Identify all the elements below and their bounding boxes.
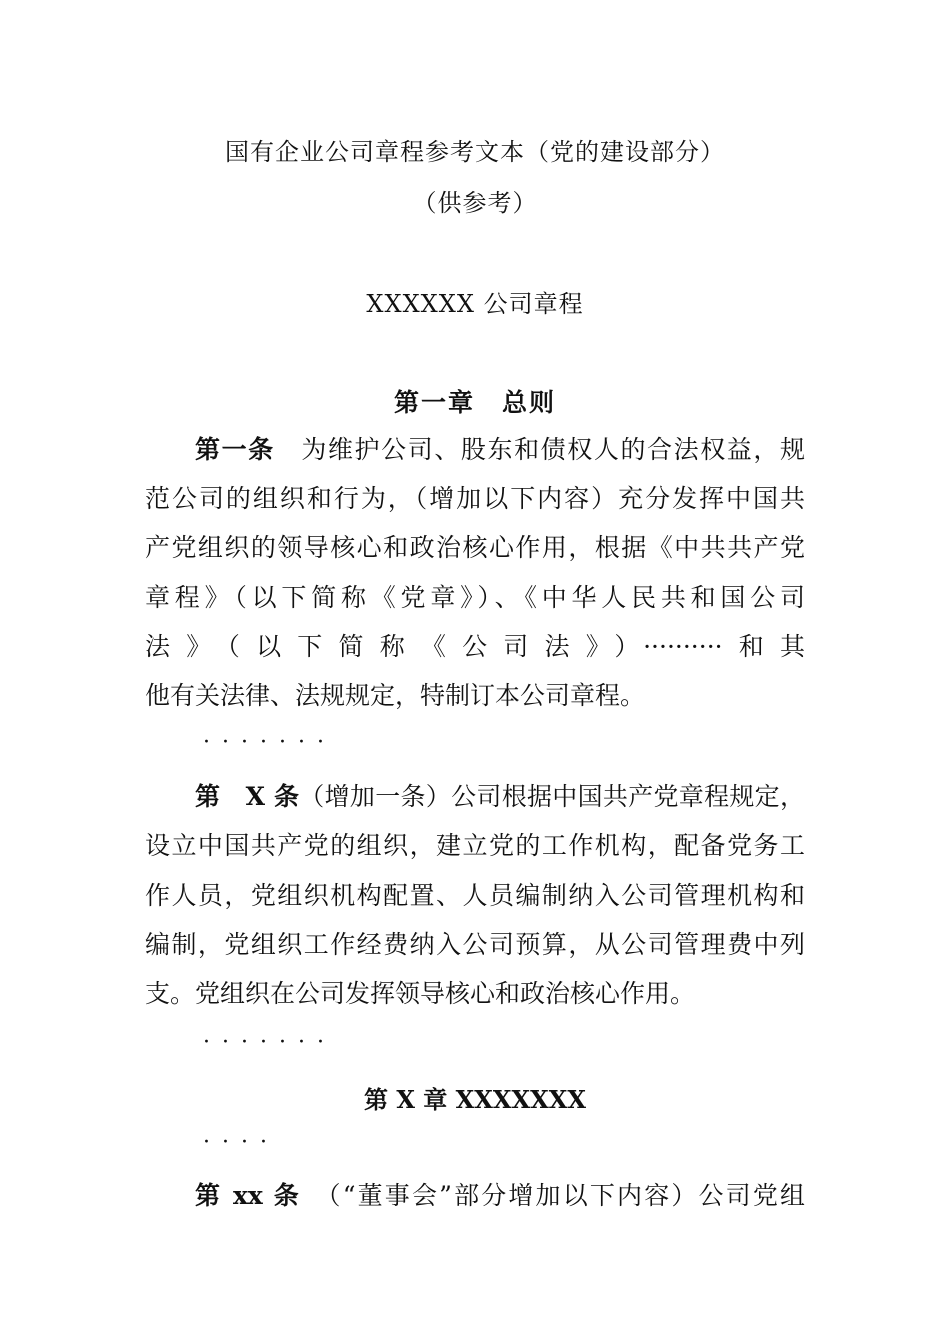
article-line [195, 781, 805, 813]
chapter-heading: 第 X 章 XXXXXXX [363, 1085, 587, 1114]
document-subtitle: （供参考） [412, 189, 538, 217]
article-line [195, 434, 805, 466]
ellipsis-marker: ······· [203, 730, 336, 755]
article-line: 产党组织的领导核心和政治核心作用，根据《中共共产党 [145, 533, 805, 562]
ellipsis-marker: ···· [203, 1130, 279, 1155]
article-line: 编制，党组织工作经费纳入公司预算，从公司管理费中列 [145, 930, 805, 959]
ellipsis-marker: ······· [203, 1030, 336, 1055]
article-text: （“董事会”部分增加以下内容）公司党组 [300, 1181, 805, 1210]
article-line: 法》（以下简称《公司法》）··········和其 [145, 632, 805, 661]
article-text: （增加一条）公司根据中国共产党章程规定， [299, 782, 805, 811]
article-line: 他有关法律、法规规定，特制订本公司章程。 [145, 681, 646, 710]
document-title: 国有企业公司章程参考文本（党的建设部分） [225, 138, 725, 166]
article-lead: 第 xx 条 [195, 1181, 301, 1210]
article-lead: 第 X 条 [195, 782, 300, 811]
article-line: 作人员，党组织机构配置、人员编制纳入公司管理机构和 [145, 881, 805, 910]
article-lead: 第一条 [195, 435, 275, 464]
article-line [195, 1180, 805, 1212]
article-text: 为维护公司、股东和债权人的合法权益，规 [274, 435, 805, 464]
article-line: 章程》（以下简称《党章》）、《中华人民共和国公司 [145, 583, 805, 612]
article-line: 设立中国共产党的组织，建立党的工作机构，配备党务工 [145, 831, 805, 860]
chapter-heading: 第一章 总则 [393, 388, 556, 417]
charter-name: XXXXXX 公司章程 [366, 290, 584, 318]
article-line: 支。党组织在公司发挥领导核心和政治核心作用。 [145, 979, 696, 1008]
article-line: 范公司的组织和行为，（增加以下内容）充分发挥中国共 [145, 484, 805, 513]
